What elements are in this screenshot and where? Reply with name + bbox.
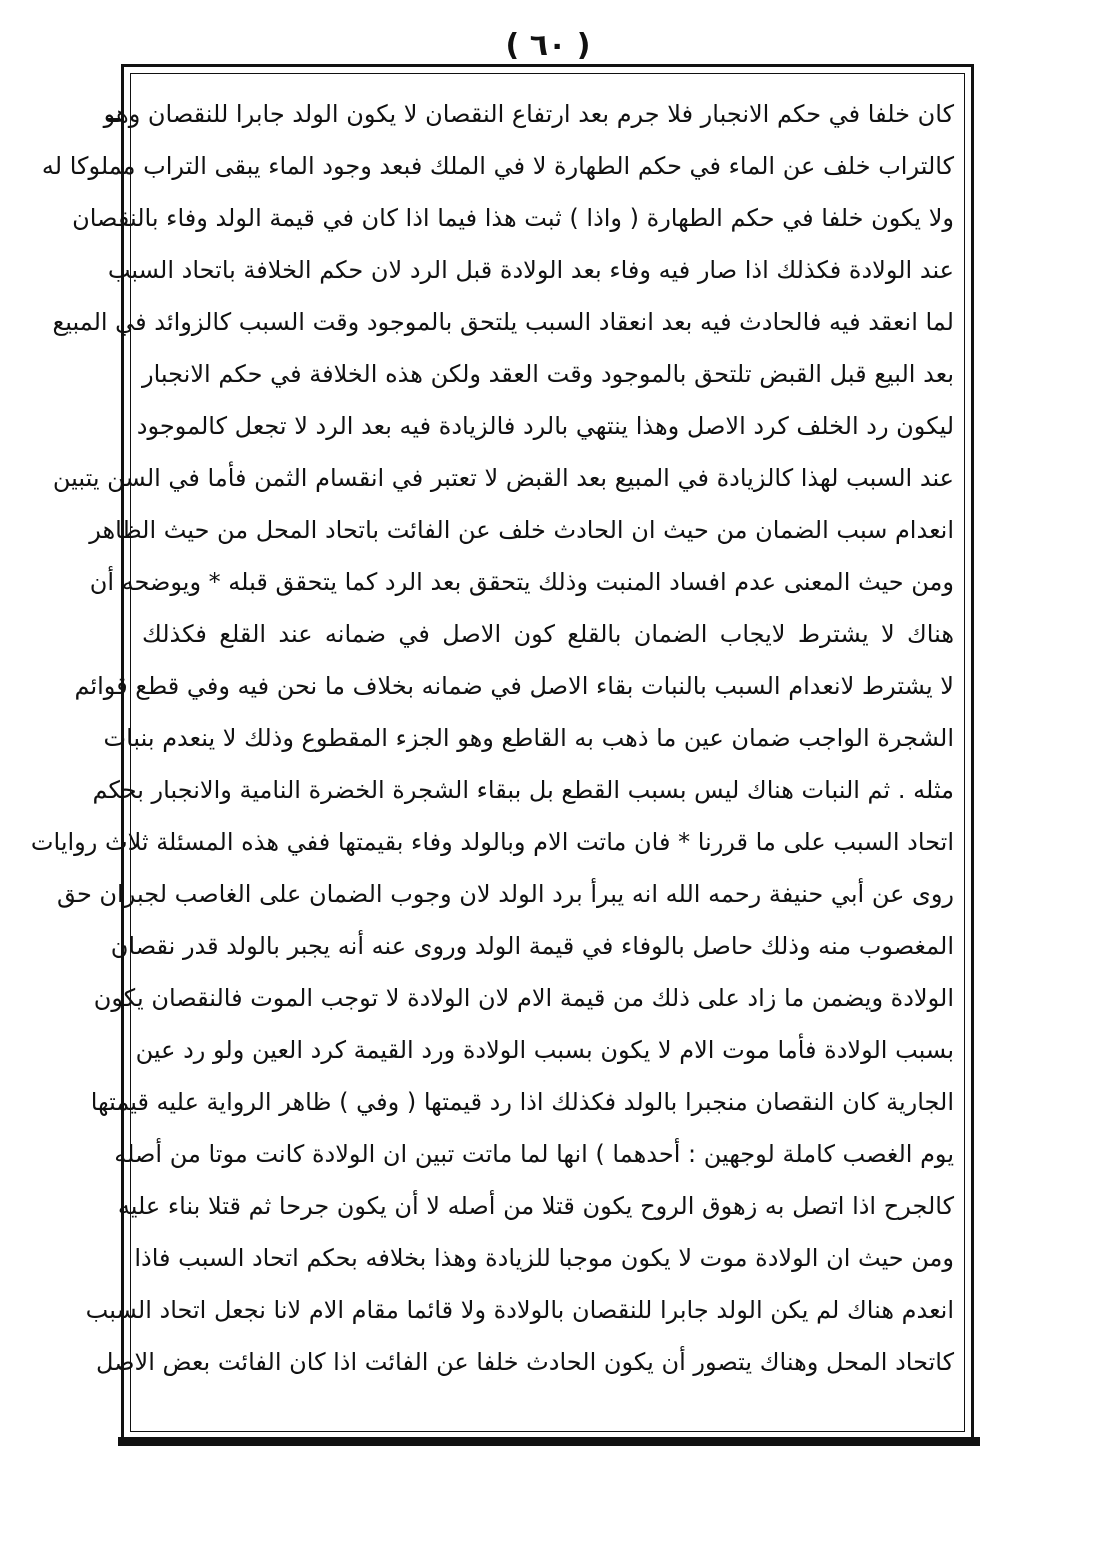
text-line: انعدام سبب الضمان من حيث ان الحادث خلف عن الفائت باتحاد المحل من حيث الظاهر (89, 516, 954, 544)
text-line: كالتراب خلف عن الماء في حكم الطهارة لا في الملك فبعد وجود الماء يبقى التراب مملوكا له (41, 152, 954, 180)
text-line: روى عن أبي حنيفة رحمه الله انه يبرأ برد الولد لان وجوب الضمان على الغاصب لجبران حق (56, 880, 954, 908)
body-text (30, 88, 954, 1388)
text-line: ومن حيث ان الولادة موت لا يكون موجبا للزيادة وهذا بخلافه بحكم اتحاد السبب فاذا (134, 1244, 954, 1272)
text-line: انعدم هناك لم يكن الولد جابرا للنقصان بالولادة ولا قائما مقام الام لانا نجعل اتحاد السبب (85, 1296, 954, 1324)
text-line: بسبب الولادة فأما موت الام لا يكون بسبب الولادة ورد القيمة كرد العين ولو رد عين (135, 1036, 954, 1064)
text-line: اتحاد السبب على ما قررنا * فان ماتت الام وبالولد وفاء بقيمتها ففي هذه المسئلة ثلاث روايات (30, 828, 954, 856)
text-line: كالجرح اذا اتصل به زهوق الروح يكون قتلا من أصله لا أن يكون جرحا ثم قتلا بناء عليه (117, 1192, 954, 1220)
text-line: عند الولادة فكذلك اذا صار فيه وفاء بعد الولادة قبل الرد لان حكم الخلافة باتحاد السبب (107, 256, 954, 284)
page-frame-shadow (118, 1437, 980, 1446)
text-line: كاتحاد المحل وهناك يتصور أن يكون الحادث خلفا عن الفائت اذا كان الفائت بعض الاصل (96, 1348, 954, 1376)
text-line: يوم الغصب كاملة لوجهين : أحدهما ) انها لما ماتت تبين ان الولادة كانت موتا من أصله (114, 1140, 954, 1168)
text-line: ليكون رد الخلف كرد الاصل وهذا ينتهي بالرد فالزيادة فيه بعد الرد لا تجعل كالموجود (136, 412, 954, 440)
page-number: ( ٦٠ ) (505, 28, 591, 63)
text-line: ولا يكون خلفا في حكم الطهارة ( واذا ) ثبت هذا فيما اذا كان في قيمة الولد وفاء بالنقصان (72, 204, 954, 232)
text-line: لا يشترط لانعدام السبب بالنبات بقاء الاصل في ضمانه بخلاف ما نحن فيه وفي قطع قوائم (74, 672, 954, 700)
text-line: المغصوب منه وذلك حاصل بالوفاء في قيمة الولد وروى عنه أنه يجبر بالولد قدر نقصان (110, 932, 954, 960)
text-line: ومن حيث المعنى عدم افساد المنبت وذلك يتحقق بعد الرد كما يتحقق قبله * ويوضحه أن (89, 568, 954, 596)
text-line: لما انعقد فيه فالحادث فيه بعد انعقاد السبب يلتحق بالموجود وقت السبب كالزوائد في المبيع (52, 308, 954, 336)
text-line: الشجرة الواجب ضمان عين ما ذهب به القاطع وهو الجزء المقطوع وذلك لا ينعدم بنبات (103, 724, 954, 752)
text-line: هناك لا يشترط لايجاب الضمان بالقلع كون الاصل في ضمانه عند القلع فكذلك (142, 620, 954, 648)
text-line: عند السبب لهذا كالزيادة في المبيع بعد القبض لا تعتبر في انقسام الثمن فأما في السن يتبين (52, 464, 954, 492)
text-line: مثله . ثم النبات هناك ليس بسبب القطع بل ببقاء الشجرة الخضرة النامية والانجبار بحكم (92, 776, 954, 804)
text-line: كان خلفا في حكم الانجبار فلا جرم بعد ارتفاع النقصان لا يكون الولد جابرا للنقصان وهو (103, 100, 954, 128)
text-line: بعد البيع قبل القبض تلتحق بالموجود وقت العقد ولكن هذه الخلافة في حكم الانجبار (142, 360, 954, 388)
text-line: الولادة ويضمن ما زاد على ذلك من قيمة الام لان الولادة لا توجب الموت فالنقصان يكون (93, 984, 954, 1012)
text-line: الجارية كان النقصان منجبرا بالولد فكذلك اذا رد قيمتها ( وفي ) ظاهر الرواية عليه قيمتها (90, 1088, 954, 1116)
